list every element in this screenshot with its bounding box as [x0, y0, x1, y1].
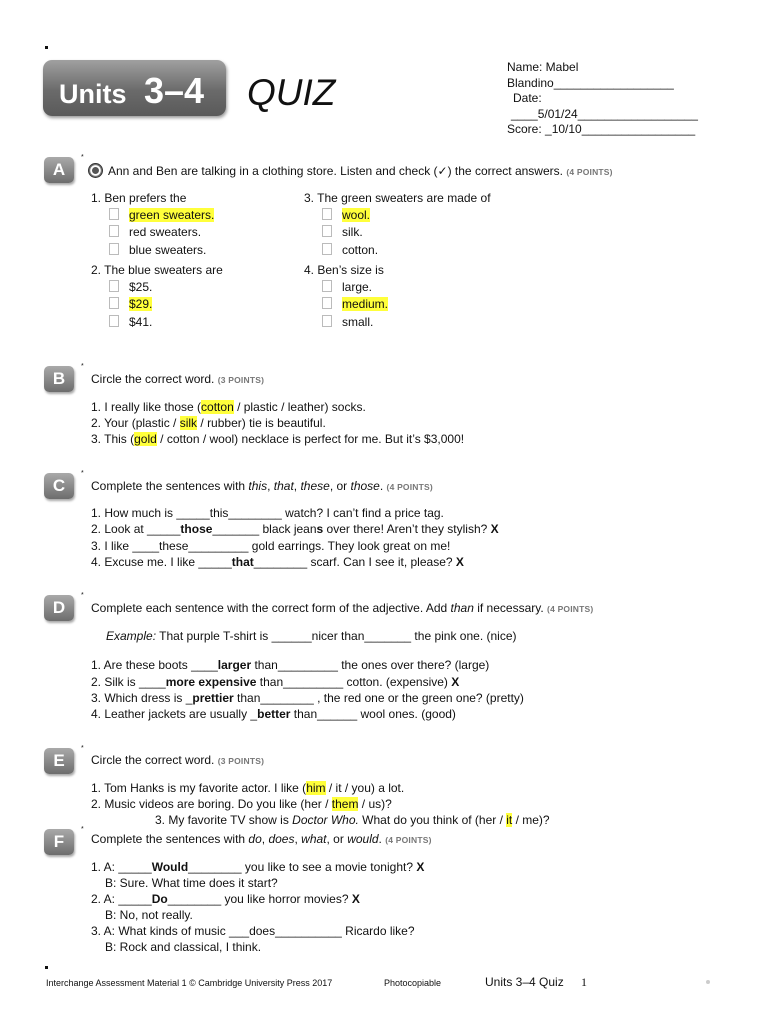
checkbox[interactable] — [322, 315, 332, 327]
bullet-dot — [45, 966, 48, 969]
section-e-badge: E — [44, 748, 74, 774]
option-checkbox[interactable]: red sweaters. — [109, 225, 201, 239]
option-checkbox[interactable]: silk. — [322, 225, 363, 239]
checkbox[interactable] — [322, 280, 332, 292]
section-f-line: 2. A: _____Do________ you like horror movies? X — [91, 892, 360, 906]
asterisk: * — [81, 745, 84, 752]
checkbox[interactable] — [322, 208, 332, 220]
checkbox[interactable] — [109, 243, 119, 255]
section-d-line: 4. Leather jackets are usually _better than______ wool ones. (good) — [91, 707, 456, 721]
section-d-line: 3. Which dress is _prettier than________ , the red one or the green one? (pretty) — [91, 691, 524, 705]
asterisk: * — [81, 363, 84, 370]
option-checkbox[interactable]: $41. — [109, 315, 152, 329]
section-f-line: B: No, not really. — [105, 908, 193, 922]
section-f-instruction: Complete the sentences with do, does, what, or would. (4 POINTS) — [91, 832, 432, 846]
section-c-line: 4. Excuse me. I like _____that________ scarf. Can I see it, please? X — [91, 555, 464, 569]
units-number: 3–4 — [144, 70, 205, 111]
footer-quiz-label: Units 3–4 Quiz — [485, 975, 564, 989]
points-label: (4 POINTS) — [386, 482, 433, 492]
section-c-badge: C — [44, 473, 74, 499]
asterisk: * — [81, 470, 84, 477]
checkbox[interactable] — [109, 208, 119, 220]
date-value: ____5/01/24__________________ — [511, 107, 698, 121]
section-c-line: 2. Look at _____those_______ black jeans over there! Aren’t they stylish? X — [91, 522, 499, 536]
option-checkbox[interactable]: $29. — [109, 297, 152, 311]
date-label: Date: — [513, 91, 542, 105]
section-e-instruction: Circle the correct word. (3 POINTS) — [91, 753, 265, 767]
section-e-line: 2. Music videos are boring. Do you like (her / them / us)? — [91, 797, 392, 811]
section-a-instruction: Ann and Ben are talking in a clothing store. Listen and check (✓) the correct answers. (4 POINTS) — [88, 163, 613, 178]
asterisk: * — [81, 826, 84, 833]
section-e-line: 3. My favorite TV show is Doctor Who. What do you think of (her / it / me)? — [155, 813, 550, 827]
page-number: 1 — [581, 975, 587, 989]
option-checkbox[interactable]: cotton. — [322, 243, 378, 257]
section-e-line: 1. Tom Hanks is my favorite actor. I like (him / it / you) a lot. — [91, 781, 405, 795]
name-line-2: Blandino__________________ — [507, 76, 674, 90]
footer-photocopiable: Photocopiable — [384, 978, 442, 988]
question-a4: 4. Ben’s size is — [304, 263, 384, 277]
units-prefix: Units — [59, 79, 127, 109]
option-checkbox[interactable]: wool. — [322, 208, 370, 222]
footer-copyright: Interchange Assessment Material 1 © Cambridge University Press 2017 — [46, 978, 333, 988]
option-checkbox[interactable]: green sweaters. — [109, 208, 214, 222]
checkbox[interactable] — [322, 297, 332, 309]
name-line: Name: Mabel — [507, 60, 579, 74]
bullet-dot — [706, 980, 710, 984]
points-label: (4 POINTS) — [385, 835, 432, 845]
points-label: (3 POINTS) — [217, 756, 265, 766]
score-value: Score: _10/10_________________ — [507, 122, 696, 136]
option-checkbox[interactable]: $25. — [109, 280, 152, 294]
section-d-example: Example: That purple T-shirt is ______nicer than_______ the pink one. (nice) — [106, 629, 517, 643]
section-b-line: 2. Your (plastic / silk / rubber) tie is beautiful. — [91, 416, 326, 430]
section-a-badge: A — [44, 157, 74, 183]
checkbox[interactable] — [109, 297, 119, 309]
checkbox[interactable] — [109, 315, 119, 327]
audio-icon — [88, 163, 103, 178]
section-b-line: 1. I really like those (cotton / plastic / leather) socks. — [91, 400, 366, 414]
section-f-badge: F — [44, 829, 74, 855]
asterisk: * — [81, 592, 84, 599]
checkbox[interactable] — [109, 280, 119, 292]
wrong-mark: X — [451, 675, 460, 689]
asterisk: * — [81, 154, 84, 161]
section-f-line: 1. A: _____Would________ you like to see a movie tonight? X — [91, 860, 425, 874]
section-c-instruction: Complete the sentences with this, that, these, or those. (4 POINTS) — [91, 479, 433, 493]
quiz-title: QUIZ — [247, 72, 336, 113]
section-b-line: 3. This (gold / cotton / wool) necklace is perfect for me. But it’s $3,000! — [91, 432, 465, 446]
wrong-mark: X — [351, 892, 360, 906]
points-label: (3 POINTS) — [217, 375, 265, 385]
checkbox[interactable] — [109, 225, 119, 237]
option-checkbox[interactable]: small. — [322, 315, 373, 329]
question-a3: 3. The green sweaters are made of — [304, 191, 491, 205]
points-label: (4 POINTS) — [547, 604, 594, 614]
section-c-line: 1. How much is _____this________ watch? I can’t find a price tag. — [91, 506, 444, 520]
section-f-line: B: Rock and classical, I think. — [105, 940, 262, 954]
question-a2: 2. The blue sweaters are — [91, 263, 223, 277]
section-f-line: B: Sure. What time does it start? — [105, 876, 278, 890]
bullet-dot — [45, 46, 48, 49]
wrong-mark: X — [416, 860, 425, 874]
section-b-badge: B — [44, 366, 74, 392]
checkbox[interactable] — [322, 243, 332, 255]
wrong-mark: X — [490, 522, 499, 536]
section-c-line: 3. I like ____these_________ gold earrings. They look great on me! — [91, 539, 451, 553]
points-label: (4 POINTS) — [566, 167, 613, 177]
section-f-line: 3. A: What kinds of music ___does__________ Ricardo like? — [91, 924, 415, 938]
section-d-line: 2. Silk is ____more expensive than_________ cotton. (expensive) X — [91, 675, 460, 689]
section-d-instruction: Complete each sentence with the correct form of the adjective. Add than if necessary. (4 POINTS) — [91, 601, 594, 615]
units-banner — [43, 60, 226, 116]
option-checkbox[interactable]: blue sweaters. — [109, 243, 206, 257]
option-checkbox[interactable]: large. — [322, 280, 372, 294]
section-b-instruction: Circle the correct word. (3 POINTS) — [91, 372, 265, 386]
section-d-badge: D — [44, 595, 74, 621]
question-a1: 1. Ben prefers the — [91, 191, 187, 205]
option-checkbox[interactable]: medium. — [322, 297, 388, 311]
checkbox[interactable] — [322, 225, 332, 237]
wrong-mark: X — [455, 555, 464, 569]
section-d-line: 1. Are these boots ____larger than_________ the ones over there? (large) — [91, 658, 490, 672]
